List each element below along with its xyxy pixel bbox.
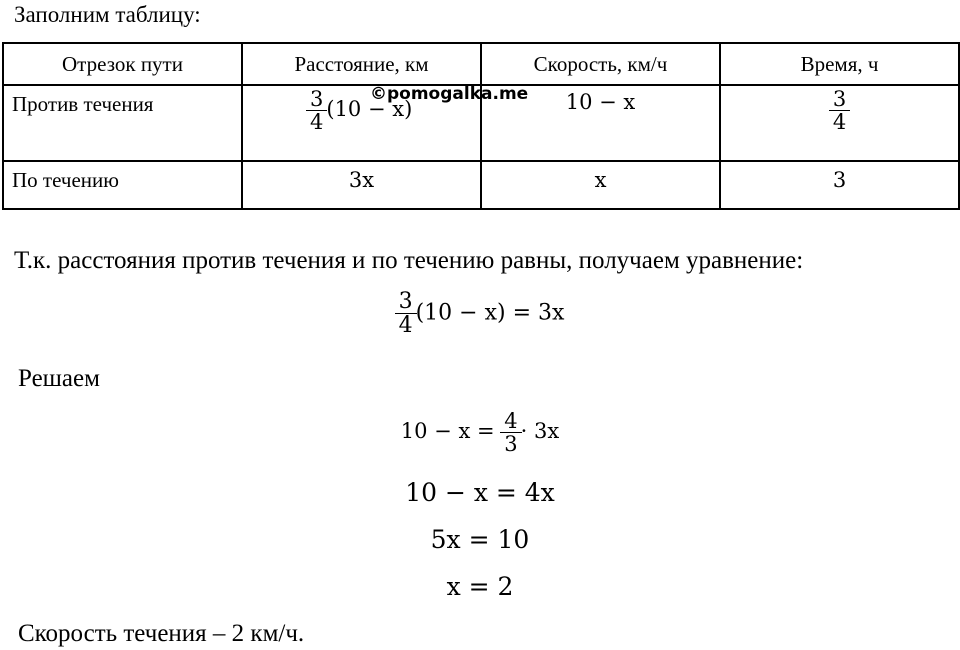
header-segment: Отрезок пути [3,43,242,85]
time-fraction: $\frac{3}{4}$ [831,88,848,133]
step-2: 10 − x = 4x [405,478,555,507]
distance-fraction: $\frac{3}{4}$ [308,88,325,133]
row-upstream-speed: 10 − x [481,85,720,161]
step-4: x = 2 [446,572,514,601]
row-upstream-time [720,85,959,161]
step-3: 5x = 10 [430,525,530,554]
row-upstream-name: Против течения [3,85,242,161]
table-row [3,161,959,209]
row-downstream-speed: x [481,161,720,209]
data-table [2,42,960,210]
watermark: ©pomogalka.me [370,84,529,104]
row-downstream-time: 3 [720,161,959,209]
step-1: 10 − x = $\frac{4}{3}$ · 3x [400,409,560,457]
reason-text: Т.к. расстояния против течения и по течению равны, получаем уравнение: [14,247,804,274]
header-time: Время, ч [720,43,959,85]
main-equation: $\frac{3}{4}$ (10 − x) = 3x [0,290,960,337]
header-speed: Скорость, км/ч [481,43,720,85]
row-downstream-name: По течению [3,161,242,209]
answer-text: Скорость течения – 2 км/ч. [18,620,305,647]
header-distance: Расстояние, км [242,43,481,85]
intro-text: Заполним таблицу: [14,2,201,27]
distance-expression: (10 − x) [326,97,413,122]
table-header-row [3,43,959,85]
row-downstream-distance: 3x [242,161,481,209]
solve-label: Решаем [18,365,100,392]
